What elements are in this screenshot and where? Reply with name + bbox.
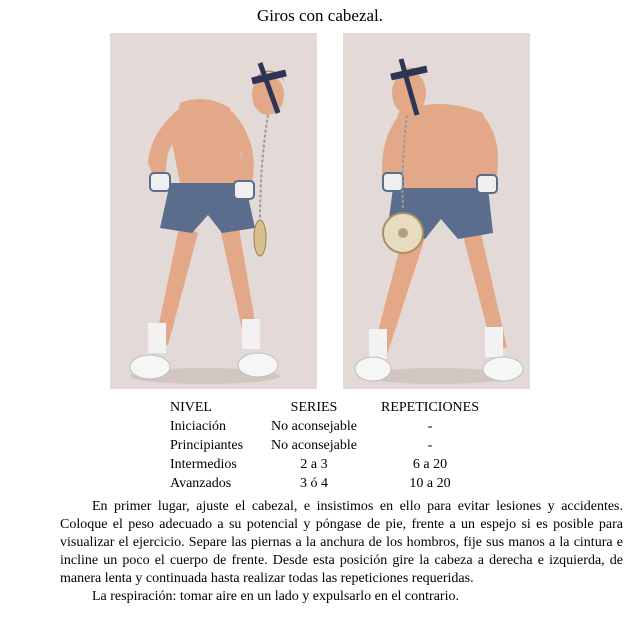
exercise-photo-right (343, 33, 530, 389)
table-cell-nivel: Principiantes (170, 438, 244, 453)
table-cell-nivel: Iniciación (170, 419, 226, 434)
table-cell-repeticiones: 6 a 20 (412, 457, 448, 472)
table-cell-repeticiones: 10 a 20 (409, 476, 451, 491)
table-header-row (0, 398, 640, 417)
table-row (0, 455, 640, 474)
table-row (0, 474, 640, 493)
table-cell-repeticiones: - (427, 419, 433, 434)
man-figure-right (343, 33, 530, 389)
table-cell-series: No aconsejable (271, 419, 357, 434)
table-row (0, 417, 640, 436)
exercise-photo-left (110, 33, 317, 389)
man-figure-left (110, 33, 317, 389)
header-nivel: NIVEL (170, 400, 212, 415)
table-cell-series: No aconsejable (271, 438, 357, 453)
table-cell-repeticiones: - (427, 438, 433, 453)
breathing-paragraph: La respiración: tomar aire en un lado y expulsarlo en el contrario. (92, 589, 459, 604)
table-cell-series: 3 ó 4 (300, 476, 328, 491)
repetitions-table (0, 398, 640, 493)
table-cell-nivel: Avanzados (170, 476, 232, 491)
page-title: Giros con cabezal. (256, 6, 384, 25)
instructions-text (60, 498, 623, 606)
header-series: SERIES (290, 400, 338, 415)
header-repeticiones: REPETICIONES (381, 400, 479, 415)
instruction-paragraph: En primer lugar, ajuste el cabezal, e insistimos en ello para evitar lesiones y accidentes. Coloque el peso adecuado a su potencial y póngase de pie, frente a un espejo si es posible para visualizar el ejercicio. Separe las piernas a la anchura de los hombros, fije sus manos a la cintura e incline un poco el cuerpo de frente. Desde esta posición gire la cabeza a derecha e izquierda, de manera lenta y continuada hasta realizar todas las repeticiones requeridas. (60, 499, 623, 586)
table-row (0, 436, 640, 455)
table-cell-series: 2 a 3 (300, 457, 328, 472)
table-cell-nivel: Intermedios (170, 457, 237, 472)
